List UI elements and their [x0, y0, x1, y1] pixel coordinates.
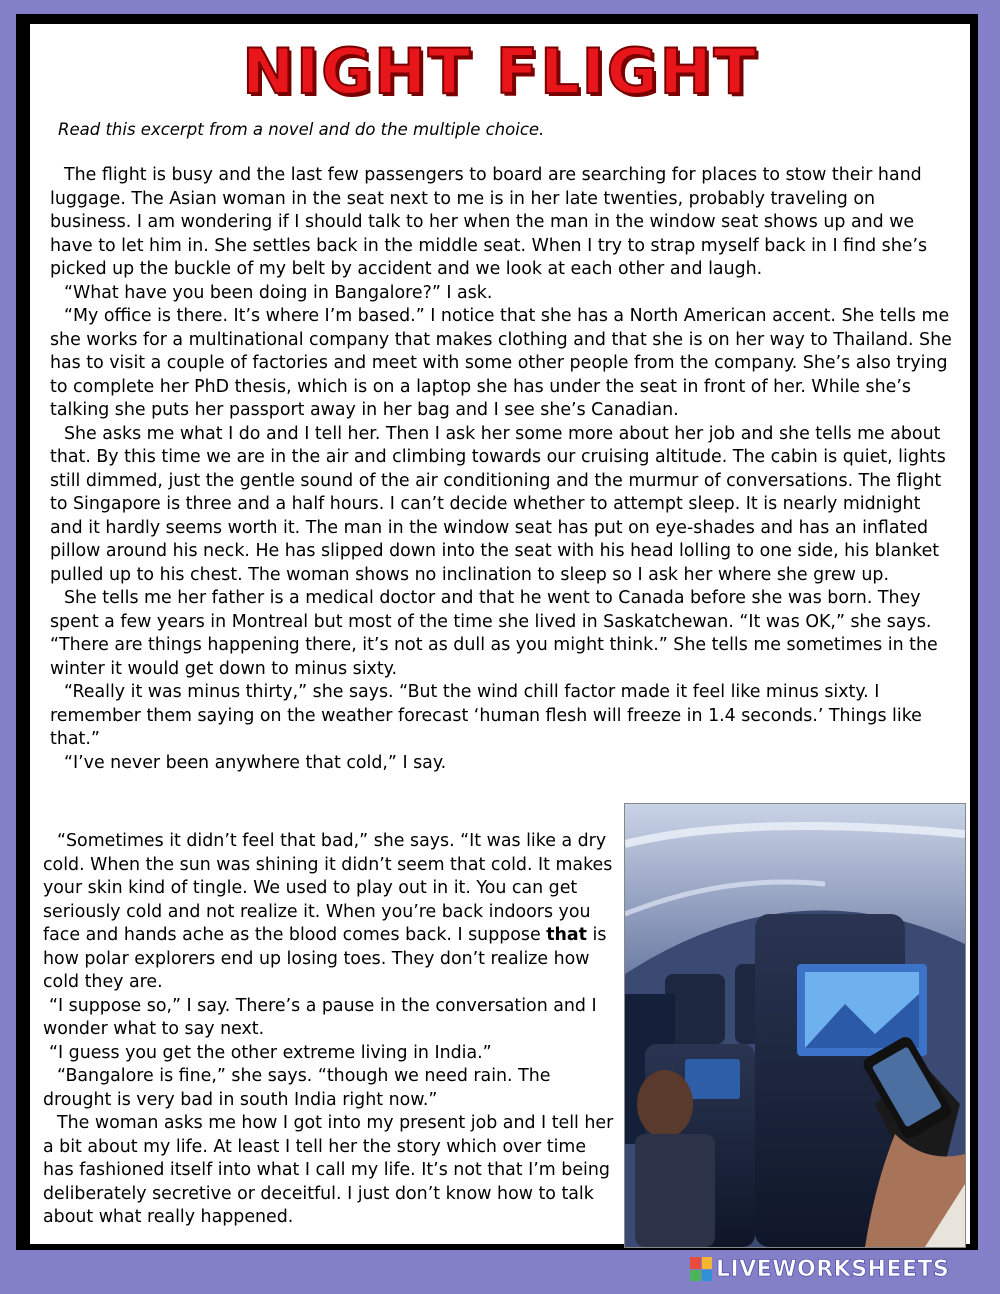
- liveworksheets-footer: [690, 1256, 949, 1282]
- emphasized-word: that: [546, 925, 587, 945]
- footer-brand: LIVEWORKSHEETS: [716, 1256, 950, 1282]
- airplane-cabin-photo: [624, 803, 966, 1248]
- instruction-text: Read this excerpt from a novel and do the multiple choice.: [58, 120, 545, 139]
- story-text-lower: [43, 830, 618, 1230]
- paragraph: The flight is busy and the last few passengers to board are searching for places to stow their hand luggage. The Asian woman in the seat next to me is in her late twenties, probably traveling on business. I am wondering if I should talk to her when the man in the window seat shows up and we have to let him in. She settles back in the middle seat. When I try to strap myself back in I find she’s picked up the buckle of my belt by accident and we look at each other and laugh.: [50, 165, 928, 279]
- paragraph: “My office is there. It’s where I’m based.” I notice that she has a North American accent. She tells me she works for a multinational company that makes clothing and that she is on her way to Thailand. She has to visit a couple of factories and meet with some other people from the company. She’s also trying to complete her PhD thesis, which is on a laptop she has under the seat in front of her. While she’s talking she puts her passport away in her bag and I see she’s Canadian.: [50, 306, 952, 420]
- paragraph: “Really it was minus thirty,” she says. “But the wind chill factor made it feel like minus sixty. I remember them saying on the weather forecast ‘human flesh will freeze in 1.4 seconds.’ Things like that.”: [50, 682, 922, 749]
- paragraph: She tells me her father is a medical doctor and that he went to Canada before she was born. They spent a few years in Montreal but most of the time she lived in Saskatchewan. “It was OK,” she says. “There are things happening there, it’s not as dull as you might think.” She tells me sometimes in the winter it would get down to minus sixty.: [50, 588, 938, 679]
- paragraph: “Bangalore is fine,” she says. “though we need rain. The drought is very bad in south India right now.”: [43, 1066, 551, 1110]
- text-run: “Sometimes it didn’t feel that bad,” she says. “It was like a dry cold. When the sun was shining it didn’t seem that cold. It makes your skin kind of tingle. We used to play out in it. You can get seriously cold and not realize it. When you’re back indoors you face and hands ache as the blood comes back. I suppose: [43, 831, 613, 945]
- paragraph: “I guess you get the other extreme living in India.”: [49, 1042, 492, 1063]
- paragraph: The woman asks me how I got into my present job and I tell her a bit about my life. At least I tell her the story which over time has fashioned itself into what I call my life. It’s not that I’m being deliberately secretive or deceitful. I just don’t know how to talk about what really happened.: [43, 1113, 614, 1227]
- paragraph: “I’ve never been anywhere that cold,” I say.: [64, 752, 447, 773]
- liveworksheets-logo-icon: [690, 1257, 712, 1281]
- paragraph: [43, 830, 618, 995]
- paragraph: She asks me what I do and I tell her. Then I ask her some more about her job and she tells me about that. By this time we are in the air and climbing towards our cruising altitude. The cabin is quiet, lights still dimmed, just the gentle sound of the air conditioning and the murmur of conversations. The flight to Singapore is three and a half hours. I can’t decide whether to attempt sleep. It is nearly midnight and it hardly seems worth it. The man in the window seat has put on eye-shades and has an inflated pillow around his neck. He has slipped down into the seat with his head lolling to one side, his blanket pulled up to his chest. The woman shows no inclination to sleep so I ask her where she grew up.: [50, 423, 946, 585]
- text-run: is how polar explorers end up losing toes. They don’t realize how cold they are.: [43, 925, 607, 992]
- paragraph: “What have you been doing in Bangalore?” I ask.: [64, 282, 493, 303]
- story-text-top: [50, 164, 954, 775]
- page-title: NIGHT FLIGHT: [242, 35, 758, 108]
- worksheet-page: [30, 24, 970, 1244]
- paragraph: “I suppose so,” I say. There’s a pause in the conversation and I wonder what to say next.: [43, 995, 597, 1039]
- cabin-illustration: [625, 804, 965, 1247]
